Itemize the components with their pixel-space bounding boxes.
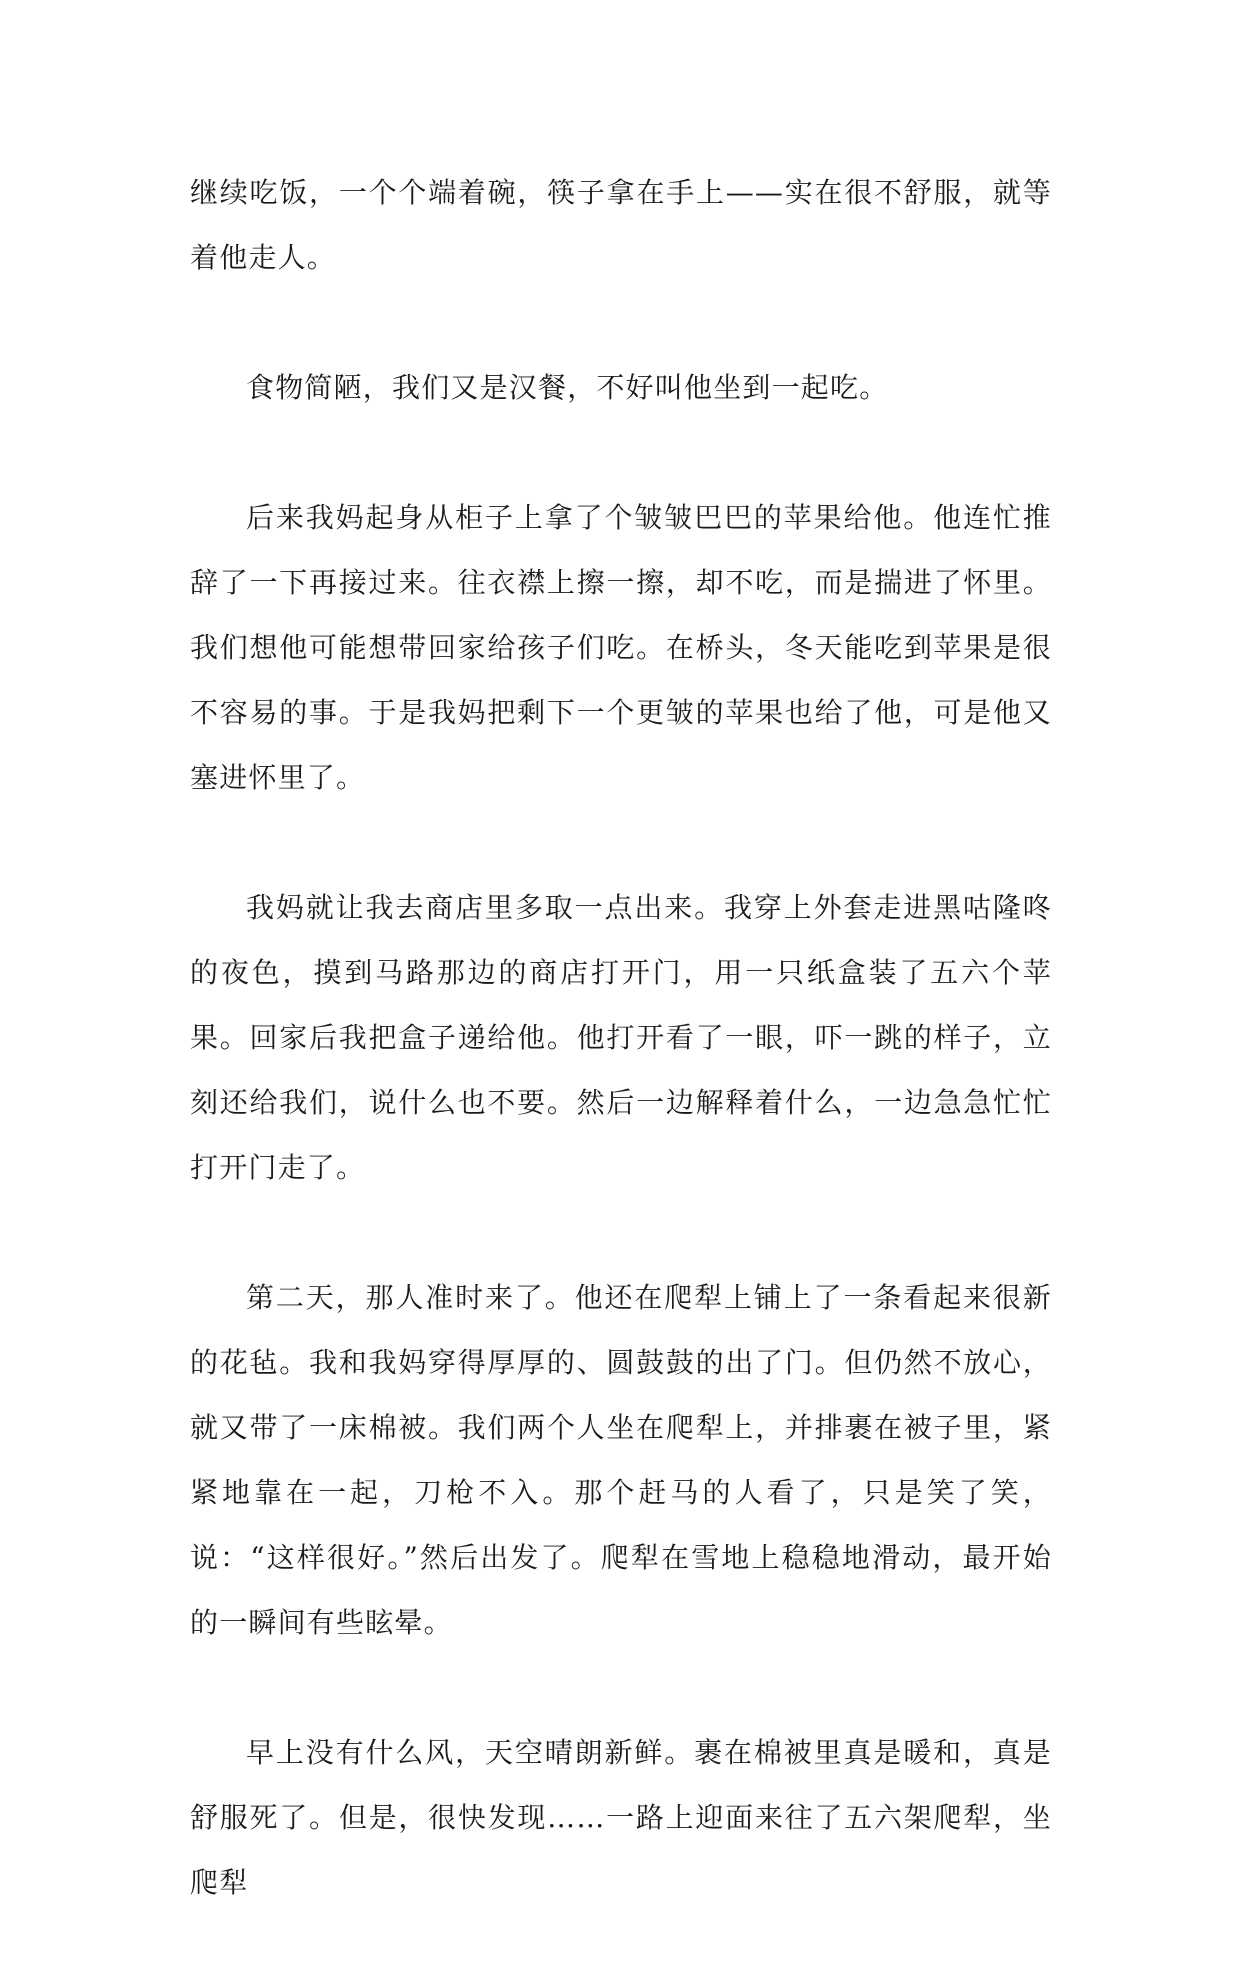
paragraph-3: 后来我妈起身从柜子上拿了个皱皱巴巴的苹果给他。他连忙推辞了一下再接过来。往衣襟上擦一擦，却不吃，而是揣进了怀里。我们想他可能想带回家给孩子们吃。在桥头，冬天能吃到苹果是很不容易的事。于是我妈把剩下一个更皱的苹果也给了他，可是他又塞进怀里了。: [190, 501, 1052, 794]
paragraph-1: 继续吃饭，一个个端着碗，筷子拿在手上——实在很不舒服，就等着他走人。: [190, 176, 1052, 274]
paragraph-5: 第二天，那人准时来了。他还在爬犁上铺上了一条看起来很新的花毡。我和我妈穿得厚厚的、圆鼓鼓的出了门。但仍然不放心，就又带了一床棉被。我们两个人坐在爬犁上，并排裹在被子里，紧紧地靠在一起，刀枪不入。那个赶马的人看了，只是笑了笑，说：“这样很好。”然后出发了。爬犁在雪地上稳稳地滑动，最开始的一瞬间有些眩晕。: [190, 1281, 1052, 1639]
paragraph-6: 早上没有什么风，天空晴朗新鲜。裹在棉被里真是暖和，真是舒服死了。但是，很快发现……一路上迎面来往了五六架爬犁，坐爬犁: [190, 1736, 1052, 1899]
paragraph-4: 我妈就让我去商店里多取一点出来。我穿上外套走进黑咕隆咚的夜色，摸到马路那边的商店打开门，用一只纸盒装了五六个苹果。回家后我把盒子递给他。他打开看了一眼，吓一跳的样子，立刻还给我们，说什么也不要。然后一边解释着什么，一边急急忙忙打开门走了。: [190, 891, 1052, 1184]
paragraph-2: 食物简陋，我们又是汉餐，不好叫他坐到一起吃。: [246, 371, 889, 404]
document-body: [190, 160, 1052, 1980]
